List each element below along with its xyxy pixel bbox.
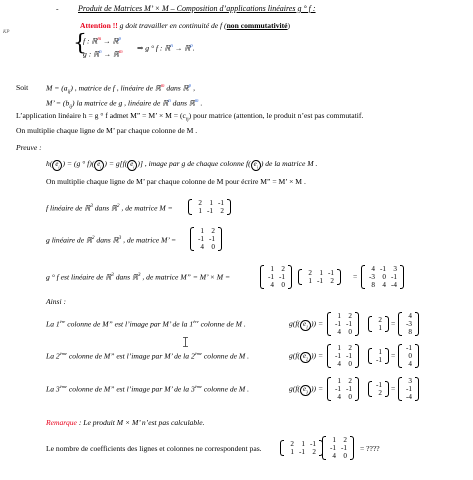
- M-prime-cell: -1: [341, 444, 347, 452]
- h-line: h( $e_i$ ) = (g ° f)( $e_i$ ) = g[f( $e_i$ )] , image par g de chaque colonne f( $e_i$ ) de la matrice M .: [46, 159, 318, 170]
- system-f-line: f : ℝ$^m$ → ℝ$^p$: [83, 36, 121, 46]
- M-double-prime-cell: 3: [393, 265, 397, 273]
- g-matrix-text: g linéaire de ℝ$^2$ dans ℝ$^3$ , de matrice M’ =: [46, 235, 177, 245]
- soit-line1: $M = (a_{ij})$ , matrice de f , linéaire de ℝ$^m$ dans ℝ$^p$ ,: [46, 83, 195, 96]
- M-prime-cell: 1: [332, 436, 336, 444]
- result-cell: -4: [406, 393, 412, 401]
- product-matrix-result: [361, 265, 404, 289]
- section-title: Produit de Matrices M’ × M – Composition d’applications linéaires g ° f :: [78, 4, 316, 13]
- result-cell: 3: [408, 377, 412, 385]
- M-prime-cell: 4: [332, 452, 336, 460]
- M-prime-cell: 2: [343, 436, 347, 444]
- attention-label: Attention !!: [80, 21, 118, 30]
- M-prime-cell: 2: [348, 344, 352, 352]
- final-unknown: = ????: [360, 444, 380, 453]
- M-cell: 2: [290, 440, 294, 448]
- M-prime-cell: 1: [337, 344, 341, 352]
- M-prime-cell: 1: [337, 312, 341, 320]
- M-prime-cell: 2: [348, 312, 352, 320]
- column-3-text: La 3ème colonne de M” est l’image par M’ de la 3ème colonne de M .: [46, 384, 250, 394]
- column-1-result: [398, 312, 419, 336]
- M-prime-cell: -1: [346, 385, 352, 393]
- result-cell: -1: [406, 385, 412, 393]
- M-cell: 1: [319, 269, 323, 277]
- M-cell: 1: [308, 277, 312, 285]
- vector-cell: 1: [378, 348, 382, 356]
- matrix-M: [188, 199, 231, 215]
- result-cell: 8: [408, 328, 412, 336]
- column-1-vector: [368, 316, 389, 332]
- M-cell: -1: [328, 269, 334, 277]
- vector-cell: -1: [376, 356, 382, 364]
- attention-line: [80, 22, 290, 30]
- product-matrix-M: [298, 269, 341, 285]
- M-cell: -1: [299, 448, 305, 456]
- M-double-prime-cell: -1: [380, 265, 386, 273]
- gf-matrix-text: g ° f est linéaire de ℝ$^3$ dans ℝ$^3$ , de matrice M” = M’ × M =: [46, 272, 231, 282]
- vector-cell: -1: [376, 381, 382, 389]
- M-prime-cell: 1: [270, 265, 274, 273]
- column-3-equals: =: [391, 384, 396, 393]
- result-cell: -3: [406, 320, 412, 328]
- remarque-text: : Le produit M × M’ n’est pas calculable.: [76, 418, 205, 427]
- vector-cell: 2: [378, 316, 382, 324]
- matrix-M-prime: [190, 227, 222, 251]
- M-double-prime-cell: -3: [369, 273, 375, 281]
- M-double-prime-cell: 0: [382, 273, 386, 281]
- M-cell: 1: [209, 199, 213, 207]
- M-prime-cell: 4: [200, 243, 204, 251]
- paragraph-multiply: On multiplie chaque ligne de M’ par chaque colonne de M .: [16, 126, 198, 135]
- M-cell: 2: [198, 199, 202, 207]
- soit-line2: M’ = $(b_{ij})$ la matrice de g , linéaire de ℝ$^n$ dans ℝ$^m$ .: [46, 98, 203, 111]
- M-prime-cell: -1: [279, 273, 285, 281]
- M-prime-cell: 4: [337, 328, 341, 336]
- M-cell: 1: [198, 207, 202, 215]
- M-prime-cell: -1: [346, 320, 352, 328]
- result-cell: 0: [408, 352, 412, 360]
- M-prime-cell: 4: [270, 281, 274, 289]
- M-prime-cell: -1: [330, 444, 336, 452]
- column-3-g: g(f( $e_3$ )) =: [289, 384, 324, 395]
- M-prime-cell: -1: [335, 352, 341, 360]
- M-prime-cell: -1: [198, 235, 204, 243]
- column-2-matrix: [327, 344, 359, 368]
- result-cell: 4: [408, 312, 412, 320]
- M-prime-cell: 0: [211, 243, 215, 251]
- remarque-label: Remarque: [46, 418, 77, 427]
- remarque-line: [46, 419, 205, 427]
- M-cell: 1: [301, 440, 305, 448]
- M-double-prime-cell: 4: [371, 265, 375, 273]
- attention-strong: non commutativité: [226, 21, 288, 30]
- system-brace: {: [73, 31, 87, 56]
- column-2-vector: [368, 348, 389, 364]
- column-2-result: [398, 344, 419, 368]
- last-line: Le nombre de coefficients des lignes et colonnes ne correspondent pas.: [46, 444, 262, 453]
- M-prime-cell: -1: [335, 385, 341, 393]
- column-1-text: La 1ère colonne de M” est l’image par M’ de la 1ère colonne de M .: [46, 319, 246, 329]
- M-prime-cell: 2: [211, 227, 215, 235]
- attention-close: ): [287, 21, 291, 30]
- column-3-result: [398, 377, 419, 401]
- M-cell: 2: [220, 207, 224, 215]
- column-3-vector: [368, 381, 389, 397]
- soit-label: Soit: [16, 83, 29, 92]
- M-cell: 2: [312, 448, 316, 456]
- M-prime-cell: -1: [346, 352, 352, 360]
- text-cursor-icon: [183, 334, 188, 344]
- ainsi-label: Ainsi :: [46, 297, 67, 306]
- column-2-g: g(f( $e_2$ )) =: [289, 351, 324, 362]
- M-prime-cell: -1: [335, 320, 341, 328]
- M-prime-cell: -1: [209, 235, 215, 243]
- system-implies: ⇒ g ° f : ℝ$^n$ → ℝ$^p$.: [137, 43, 195, 53]
- M-prime-cell: 1: [337, 377, 341, 385]
- M-cell: 2: [330, 277, 334, 285]
- final-matrix-M-prime: [322, 436, 354, 460]
- preuve-label: Preuve :: [16, 143, 42, 152]
- M-prime-cell: 0: [348, 360, 352, 368]
- title-bullet: -: [56, 4, 59, 13]
- attention-text: g doit travailler en continuité de f (: [117, 21, 227, 30]
- column-3-matrix: [327, 377, 359, 401]
- M-cell: 2: [308, 269, 312, 277]
- M-prime-cell: 1: [200, 227, 204, 235]
- M-cell: -1: [207, 207, 213, 215]
- M-cell: -1: [317, 277, 323, 285]
- M-cell: 1: [290, 448, 294, 456]
- vector-cell: 1: [378, 324, 382, 332]
- M-prime-cell: 0: [348, 328, 352, 336]
- M-prime-cell: 2: [348, 377, 352, 385]
- M-prime-cell: 0: [343, 452, 347, 460]
- column-1-equals: =: [391, 319, 396, 328]
- M-prime-cell: 4: [337, 360, 341, 368]
- M-prime-cell: 2: [281, 265, 285, 273]
- M-prime-cell: 0: [348, 393, 352, 401]
- system-g-line: g : ℝ$^n$ → ℝ$^m$: [83, 49, 123, 59]
- M-double-prime-cell: -4: [391, 281, 397, 289]
- M-double-prime-cell: -1: [391, 273, 397, 281]
- margin-mark: KP: [3, 30, 10, 35]
- M-cell: -1: [310, 440, 316, 448]
- f-matrix-text: f linéaire de ℝ$^3$ dans ℝ$^2$ , de matrice M =: [46, 203, 173, 213]
- M-prime-cell: -1: [268, 273, 274, 281]
- M-cell: -1: [218, 199, 224, 207]
- column-2-equals: =: [391, 351, 396, 360]
- product-matrix-M-prime: [260, 265, 292, 289]
- paragraph-application: L’application linéaire h = g ° f admet M” = M’ × $M = (c_{ij})$ pour matrice (attention, le produit n’est pas commutatif.: [16, 111, 364, 123]
- column-1-g: g(f( $e_1$ )) =: [289, 319, 324, 330]
- M-double-prime-cell: 8: [371, 281, 375, 289]
- M-prime-cell: 0: [281, 281, 285, 289]
- column-1-matrix: [327, 312, 359, 336]
- final-matrix-M: [280, 440, 323, 456]
- M-prime-cell: 4: [337, 393, 341, 401]
- result-cell: 4: [408, 360, 412, 368]
- column-2-text: La 2ème colonne de M” est l’image par M’ de la 2ème colonne de M .: [46, 351, 250, 361]
- equals-sign: =: [353, 272, 358, 281]
- multiply-line: On multiplie chaque ligne de M’ par chaque colonne de M pour écrire M” = M’ × M .: [46, 177, 306, 186]
- vector-cell: 2: [378, 389, 382, 397]
- result-cell: -1: [406, 344, 412, 352]
- M-double-prime-cell: 4: [382, 281, 386, 289]
